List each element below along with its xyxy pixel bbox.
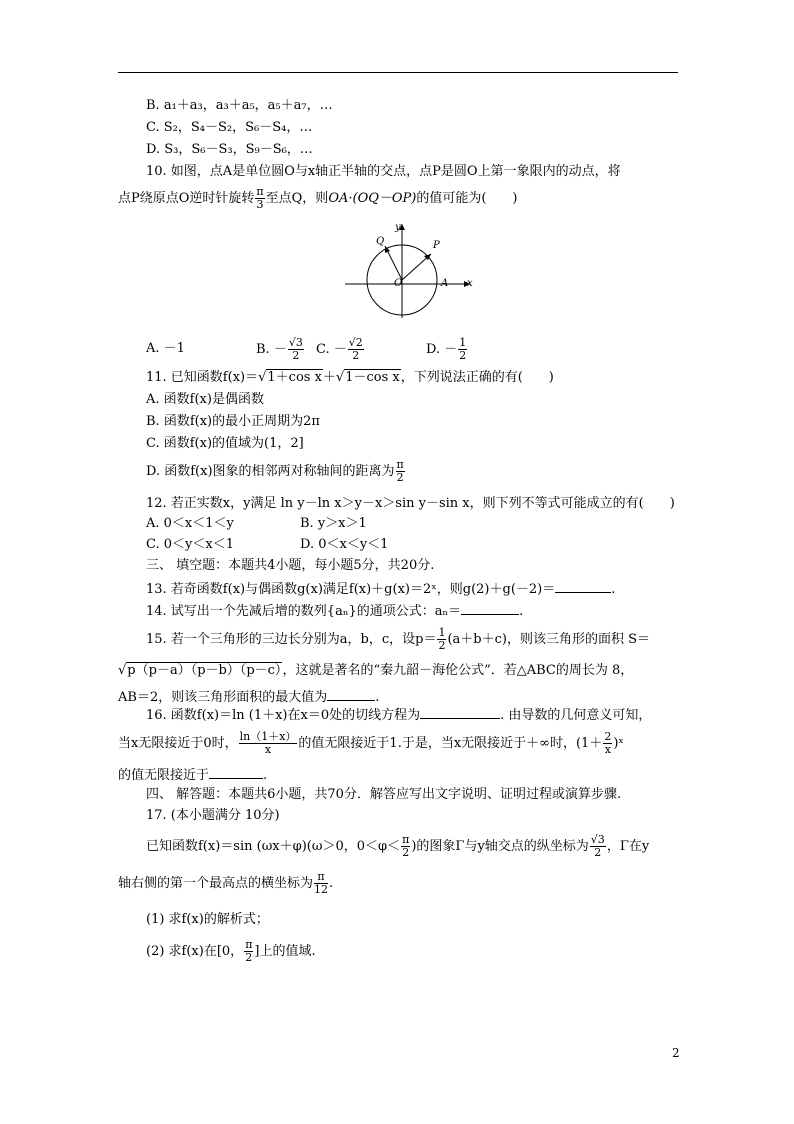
q15-line1: 15. 若一个三角形的三边长分别为a，b，c，设p＝ $\frac{1}{2}$ (a＋b＋c)，则该三角形的面积 S＝ <box>146 626 651 652</box>
q16-line1: 16. 函数f(x)＝ln (1＋x)在x＝0处的切线方程为 . 由导数的几何意义可知， <box>146 708 652 723</box>
q17-heading: 17. (本小题满分 10分) <box>146 808 280 823</box>
q10-option-d: D. － $\frac{1}{2}$ <box>426 336 467 362</box>
q15-line3: AB＝2，则该三角形面积的最大值为 . <box>118 690 380 705</box>
q17-stem-line2: 轴右侧的第一个最高点的横坐标为 $\frac{\pi}{12}$ . <box>118 870 334 896</box>
q10-vector-expr: OA·(OQ－OP) <box>328 191 417 206</box>
q15-blank <box>327 688 375 701</box>
label-p: P <box>433 240 440 251</box>
q13-blank <box>555 580 611 593</box>
label-y: y <box>395 222 401 233</box>
q15-line2: √p（p－a）（p－b）（p－c），这就是著名的“秦九韶－海伦公式”．若△ABC的周长为 8， <box>118 663 634 678</box>
q12-option-a: A. 0＜x＜1＜y <box>146 516 234 531</box>
q10-option-c: C. － $\frac{√2}{2}$ <box>316 336 363 362</box>
q12-stem: 12. 若正实数x，y满足 ln y－ln x＞y－x＞sin y－sin x，则下列不等式可能成立的有( ) <box>146 496 675 511</box>
q10-option-b: B. － $\frac{√3}{2}$ <box>256 336 303 362</box>
label-q: Q <box>376 236 385 247</box>
q17-part-2: (2) 求f(x)在[0， $\frac{\pi}{2}$ ]上的值域. <box>146 938 316 964</box>
q10-line1: 10. 如图，点A是单位圆O与x轴正半轴的交点，点P是圆O上第一象限内的动点，将 <box>146 164 621 179</box>
q13: 13. 若奇函数f(x)与偶函数g(x)满足f(x)＋g(x)＝2ˣ，则g(2)＋g(－2)＝ . <box>146 582 616 597</box>
q14: 14. 试写出一个先减后增的数列{aₙ}的通项公式：aₙ＝ . <box>146 604 524 619</box>
q10-text-a: 点P绕原点O逆时针旋转 <box>118 191 255 206</box>
label-x: x <box>467 278 473 289</box>
section-3-heading: 三、 填空题：本题共4小题，每小题5分，共20分. <box>146 558 435 573</box>
option-c-line: C. S₂，S₄－S₂，S₆－S₄，… <box>146 120 313 135</box>
q14-blank <box>461 602 519 615</box>
q10-text-c: 的值可能为( ) <box>416 191 518 206</box>
label-a: A <box>441 278 449 289</box>
q16-line3: 的值无限接近于 . <box>118 768 268 783</box>
q10-text-b: 至点Q，则 <box>265 191 329 206</box>
q10-line2 <box>118 186 518 211</box>
section-4-heading: 四、 解答题：本题共6小题，共70分．解答应写出文字说明、证明过程或演算步骤. <box>146 787 622 802</box>
option-b-line: B. a₁＋a₃，a₃＋a₅，a₅＋a₇，… <box>146 98 333 113</box>
option-d-line: D. S₃，S₆－S₃，S₉－S₆，… <box>146 142 313 157</box>
q11-option-d: D. 函数f(x)图象的相邻两对称轴间的距离为 $\frac{\pi}{2}$ <box>146 458 404 484</box>
q11-option-c: C. 函数f(x)的值域为(1，2] <box>146 436 304 451</box>
q12-option-b: B. y＞x＞1 <box>300 516 367 531</box>
q12-option-d: D. 0＜x＜y＜1 <box>300 537 389 552</box>
header-rule <box>118 72 678 73</box>
q10-fraction: $\frac{\pi}{3}$ <box>256 185 264 211</box>
q11-option-b: B. 函数f(x)的最小正周期为2π <box>146 414 320 429</box>
q11-stem: 11. 已知函数f(x)＝√1＋cos x＋√1－cos x，下列说法正确的有( ) <box>146 370 554 385</box>
label-o: O <box>394 278 403 289</box>
q10-option-a: A. －1 <box>146 341 185 356</box>
unit-circle-figure <box>340 218 480 322</box>
q16-line2: 当x无限接近于0时， $\frac{\ln(1+x)}{x}$ 的值无限接近于1.于是，当x无限接近于＋∞时，(1＋ $\frac{2}{x}$ )ˣ <box>118 730 624 756</box>
q17-stem-line1: 已知函数f(x)＝sin (ωx＋φ)(ω＞0，0＜φ＜ $\frac{\pi}{2}$ )的图象Γ与y轴交点的纵坐标为 $\frac{√3}{2}$ ，Γ在y <box>146 833 650 859</box>
q16-blank-2 <box>209 766 263 779</box>
q16-blank-1 <box>420 706 500 719</box>
q17-part-1: (1) 求f(x)的解析式； <box>146 912 269 927</box>
page-number: 2 <box>672 1046 680 1060</box>
q12-option-c: C. 0＜y＜x＜1 <box>146 537 234 552</box>
q11-option-a: A. 函数f(x)是偶函数 <box>146 392 264 407</box>
